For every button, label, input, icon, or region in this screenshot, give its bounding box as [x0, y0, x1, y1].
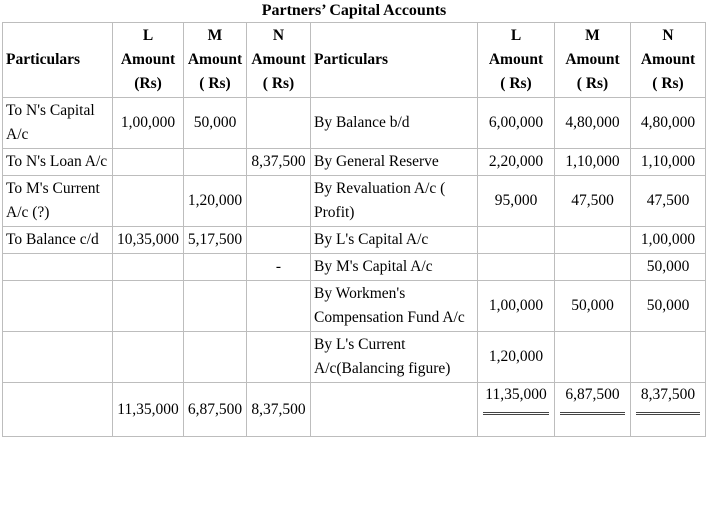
double-underline — [560, 408, 625, 415]
dr-particulars: To Balance c/d — [3, 227, 113, 254]
dr-n-total: 8,37,500 — [247, 383, 311, 437]
table-title: Partners’ Capital Accounts — [261, 2, 447, 19]
cr-m-amount — [555, 332, 631, 383]
dr-n-amount — [247, 281, 311, 332]
dr-m-amount: 1,20,000 — [184, 176, 247, 227]
dr-particulars — [3, 332, 113, 383]
cr-n-total-cell — [631, 383, 706, 437]
header-m-dr: M Amount ( Rs) — [184, 23, 247, 98]
cr-particulars: By General Reserve — [311, 149, 478, 176]
table-row — [3, 149, 706, 176]
header-n-cr: N Amount ( Rs) — [631, 23, 706, 98]
capital-accounts-table — [2, 22, 706, 437]
cr-l-total-cell — [478, 383, 555, 437]
dr-m-amount — [184, 332, 247, 383]
cr-particulars: By Balance b/d — [311, 98, 478, 149]
table-row — [3, 176, 706, 227]
dr-n-amount: 8,37,500 — [247, 149, 311, 176]
cr-m-amount: 50,000 — [555, 281, 631, 332]
table-row — [3, 332, 706, 383]
dr-l-amount: 1,00,000 — [113, 98, 184, 149]
cr-m-total: 6,87,500 — [565, 386, 620, 403]
cr-particulars: By L's Capital A/c — [311, 227, 478, 254]
dr-m-amount — [184, 149, 247, 176]
cr-n-amount: 50,000 — [631, 254, 706, 281]
cr-m-total-cell — [555, 383, 631, 437]
dr-l-amount — [113, 149, 184, 176]
dr-l-total: 11,35,000 — [113, 383, 184, 437]
cr-particulars-total — [311, 383, 478, 437]
cr-m-amount — [555, 254, 631, 281]
dr-n-amount: - — [247, 254, 311, 281]
cr-l-amount — [478, 254, 555, 281]
table-row — [3, 281, 706, 332]
dr-particulars — [3, 281, 113, 332]
dr-l-amount — [113, 176, 184, 227]
cr-n-amount: 1,00,000 — [631, 227, 706, 254]
dr-m-amount — [184, 281, 247, 332]
cr-n-amount: 1,10,000 — [631, 149, 706, 176]
dr-l-amount — [113, 332, 184, 383]
cr-particulars: By Workmen's Compensation Fund A/c — [311, 281, 478, 332]
header-n-dr: N Amount ( Rs) — [247, 23, 311, 98]
header-row — [3, 23, 706, 98]
header-l-dr: L Amount (Rs) — [113, 23, 184, 98]
cr-l-amount: 2,20,000 — [478, 149, 555, 176]
dr-particulars — [3, 254, 113, 281]
cr-m-amount — [555, 227, 631, 254]
cr-l-amount: 1,20,000 — [478, 332, 555, 383]
dr-l-amount — [113, 281, 184, 332]
header-m-cr: M Amount ( Rs) — [555, 23, 631, 98]
cr-l-amount: 1,00,000 — [478, 281, 555, 332]
dr-n-amount — [247, 176, 311, 227]
header-particulars-cr: Particulars — [311, 23, 478, 98]
table-row — [3, 227, 706, 254]
table-row — [3, 98, 706, 149]
dr-n-amount — [247, 227, 311, 254]
cr-m-amount: 47,500 — [555, 176, 631, 227]
dr-m-total: 6,87,500 — [184, 383, 247, 437]
cr-l-total: 11,35,000 — [485, 386, 547, 403]
dr-m-amount: 5,17,500 — [184, 227, 247, 254]
dr-particulars: To N's Loan A/c — [3, 149, 113, 176]
cr-l-amount: 95,000 — [478, 176, 555, 227]
header-l-cr: L Amount ( Rs) — [478, 23, 555, 98]
cr-m-amount: 1,10,000 — [555, 149, 631, 176]
cr-l-amount: 6,00,000 — [478, 98, 555, 149]
cr-n-amount: 50,000 — [631, 281, 706, 332]
cr-l-amount — [478, 227, 555, 254]
totals-row — [3, 383, 706, 437]
dr-l-amount: 10,35,000 — [113, 227, 184, 254]
dr-l-amount — [113, 254, 184, 281]
cr-n-amount — [631, 332, 706, 383]
cr-n-amount: 4,80,000 — [631, 98, 706, 149]
table-row — [3, 254, 706, 281]
dr-particulars: To M's Current A/c (?) — [3, 176, 113, 227]
dr-particulars: To N's Capital A/c — [3, 98, 113, 149]
dr-n-amount — [247, 332, 311, 383]
dr-n-amount — [247, 98, 311, 149]
cr-n-total: 8,37,500 — [640, 386, 696, 403]
dr-m-amount — [184, 254, 247, 281]
double-underline — [636, 408, 700, 415]
dr-particulars-total — [3, 383, 113, 437]
cr-particulars: By Revaluation A/c ( Profit) — [311, 176, 478, 227]
dr-m-amount: 50,000 — [184, 98, 247, 149]
cr-n-amount: 47,500 — [631, 176, 706, 227]
header-particulars-dr: Particulars — [3, 23, 113, 98]
double-underline — [483, 408, 549, 415]
cr-particulars: By M's Capital A/c — [311, 254, 478, 281]
cr-m-amount: 4,80,000 — [555, 98, 631, 149]
cr-particulars: By L's Current A/c(Balancing figure) — [311, 332, 478, 383]
